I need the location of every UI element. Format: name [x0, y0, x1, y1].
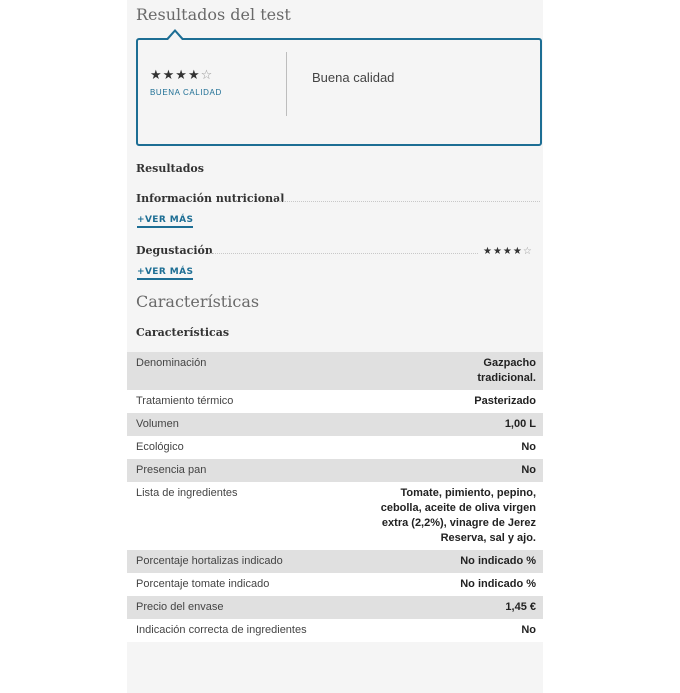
- table-row: [127, 436, 543, 459]
- filled-stars-icon: ★★★★: [483, 246, 523, 257]
- ver-mas-nutricional-link[interactable]: +VER MÁS: [137, 215, 193, 228]
- spec-value: Pasterizado: [368, 390, 543, 413]
- table-row: [127, 459, 543, 482]
- characteristics-subtitle: Características: [136, 326, 230, 339]
- results-title: Resultados del test: [136, 5, 291, 24]
- filled-stars-icon: ★★★★: [150, 68, 201, 83]
- box-pointer-inner: [168, 32, 182, 40]
- spec-value: 1,00 L: [368, 413, 543, 436]
- quality-text: Buena calidad: [312, 70, 395, 85]
- ver-mas-degustacion-link[interactable]: +VER MÁS: [137, 267, 193, 280]
- spec-label: Ecológico: [127, 436, 368, 459]
- dotted-line: [210, 253, 478, 254]
- empty-star-icon: ☆: [200, 68, 214, 83]
- spec-label: Indicación correcta de ingredientes: [127, 619, 368, 642]
- spec-value: No: [368, 619, 543, 642]
- degustacion-stars: [483, 246, 533, 257]
- spec-label: Tratamiento térmico: [127, 390, 368, 413]
- spec-value: 1,45 €: [368, 596, 543, 619]
- specs-table: [127, 352, 543, 642]
- table-row: [127, 573, 543, 596]
- result-summary-box: [136, 38, 542, 146]
- spec-label: Porcentaje hortalizas indicado: [127, 550, 368, 573]
- table-row: [127, 596, 543, 619]
- spec-label: Precio del envase: [127, 596, 368, 619]
- dotted-line: [278, 201, 540, 202]
- spec-label: Presencia pan: [127, 459, 368, 482]
- spec-value: No indicado %: [368, 573, 543, 596]
- table-row: [127, 550, 543, 573]
- rating-label: BUENA CALIDAD: [150, 88, 222, 97]
- spec-value: No: [368, 459, 543, 482]
- table-row: [127, 352, 543, 390]
- spec-value: Tomate, pimiento, pepino, cebolla, aceite de oliva virgen extra (2,2%), vinagre de Jerez Reserva, sal y ajo.: [368, 482, 543, 550]
- spec-label: Volumen: [127, 413, 368, 436]
- table-row: [127, 619, 543, 642]
- spec-label: Lista de ingredientes: [127, 482, 368, 550]
- table-row: [127, 413, 543, 436]
- table-row: [127, 390, 543, 413]
- characteristics-title: Características: [136, 292, 260, 311]
- section-informacion-nutricional: Información nutricional: [136, 192, 285, 205]
- spec-label: Porcentaje tomate indicado: [127, 573, 368, 596]
- section-resultados: Resultados: [136, 162, 204, 175]
- empty-star-icon: ☆: [522, 246, 533, 257]
- rating-stars: [150, 68, 213, 83]
- spec-label: Denominación: [127, 352, 368, 390]
- spec-value: No indicado %: [368, 550, 543, 573]
- divider: [286, 52, 287, 116]
- spec-value: Gazpacho tradicional.: [368, 352, 543, 390]
- spec-value: No: [368, 436, 543, 459]
- table-row: [127, 482, 543, 550]
- section-degustacion: Degustación: [136, 244, 213, 257]
